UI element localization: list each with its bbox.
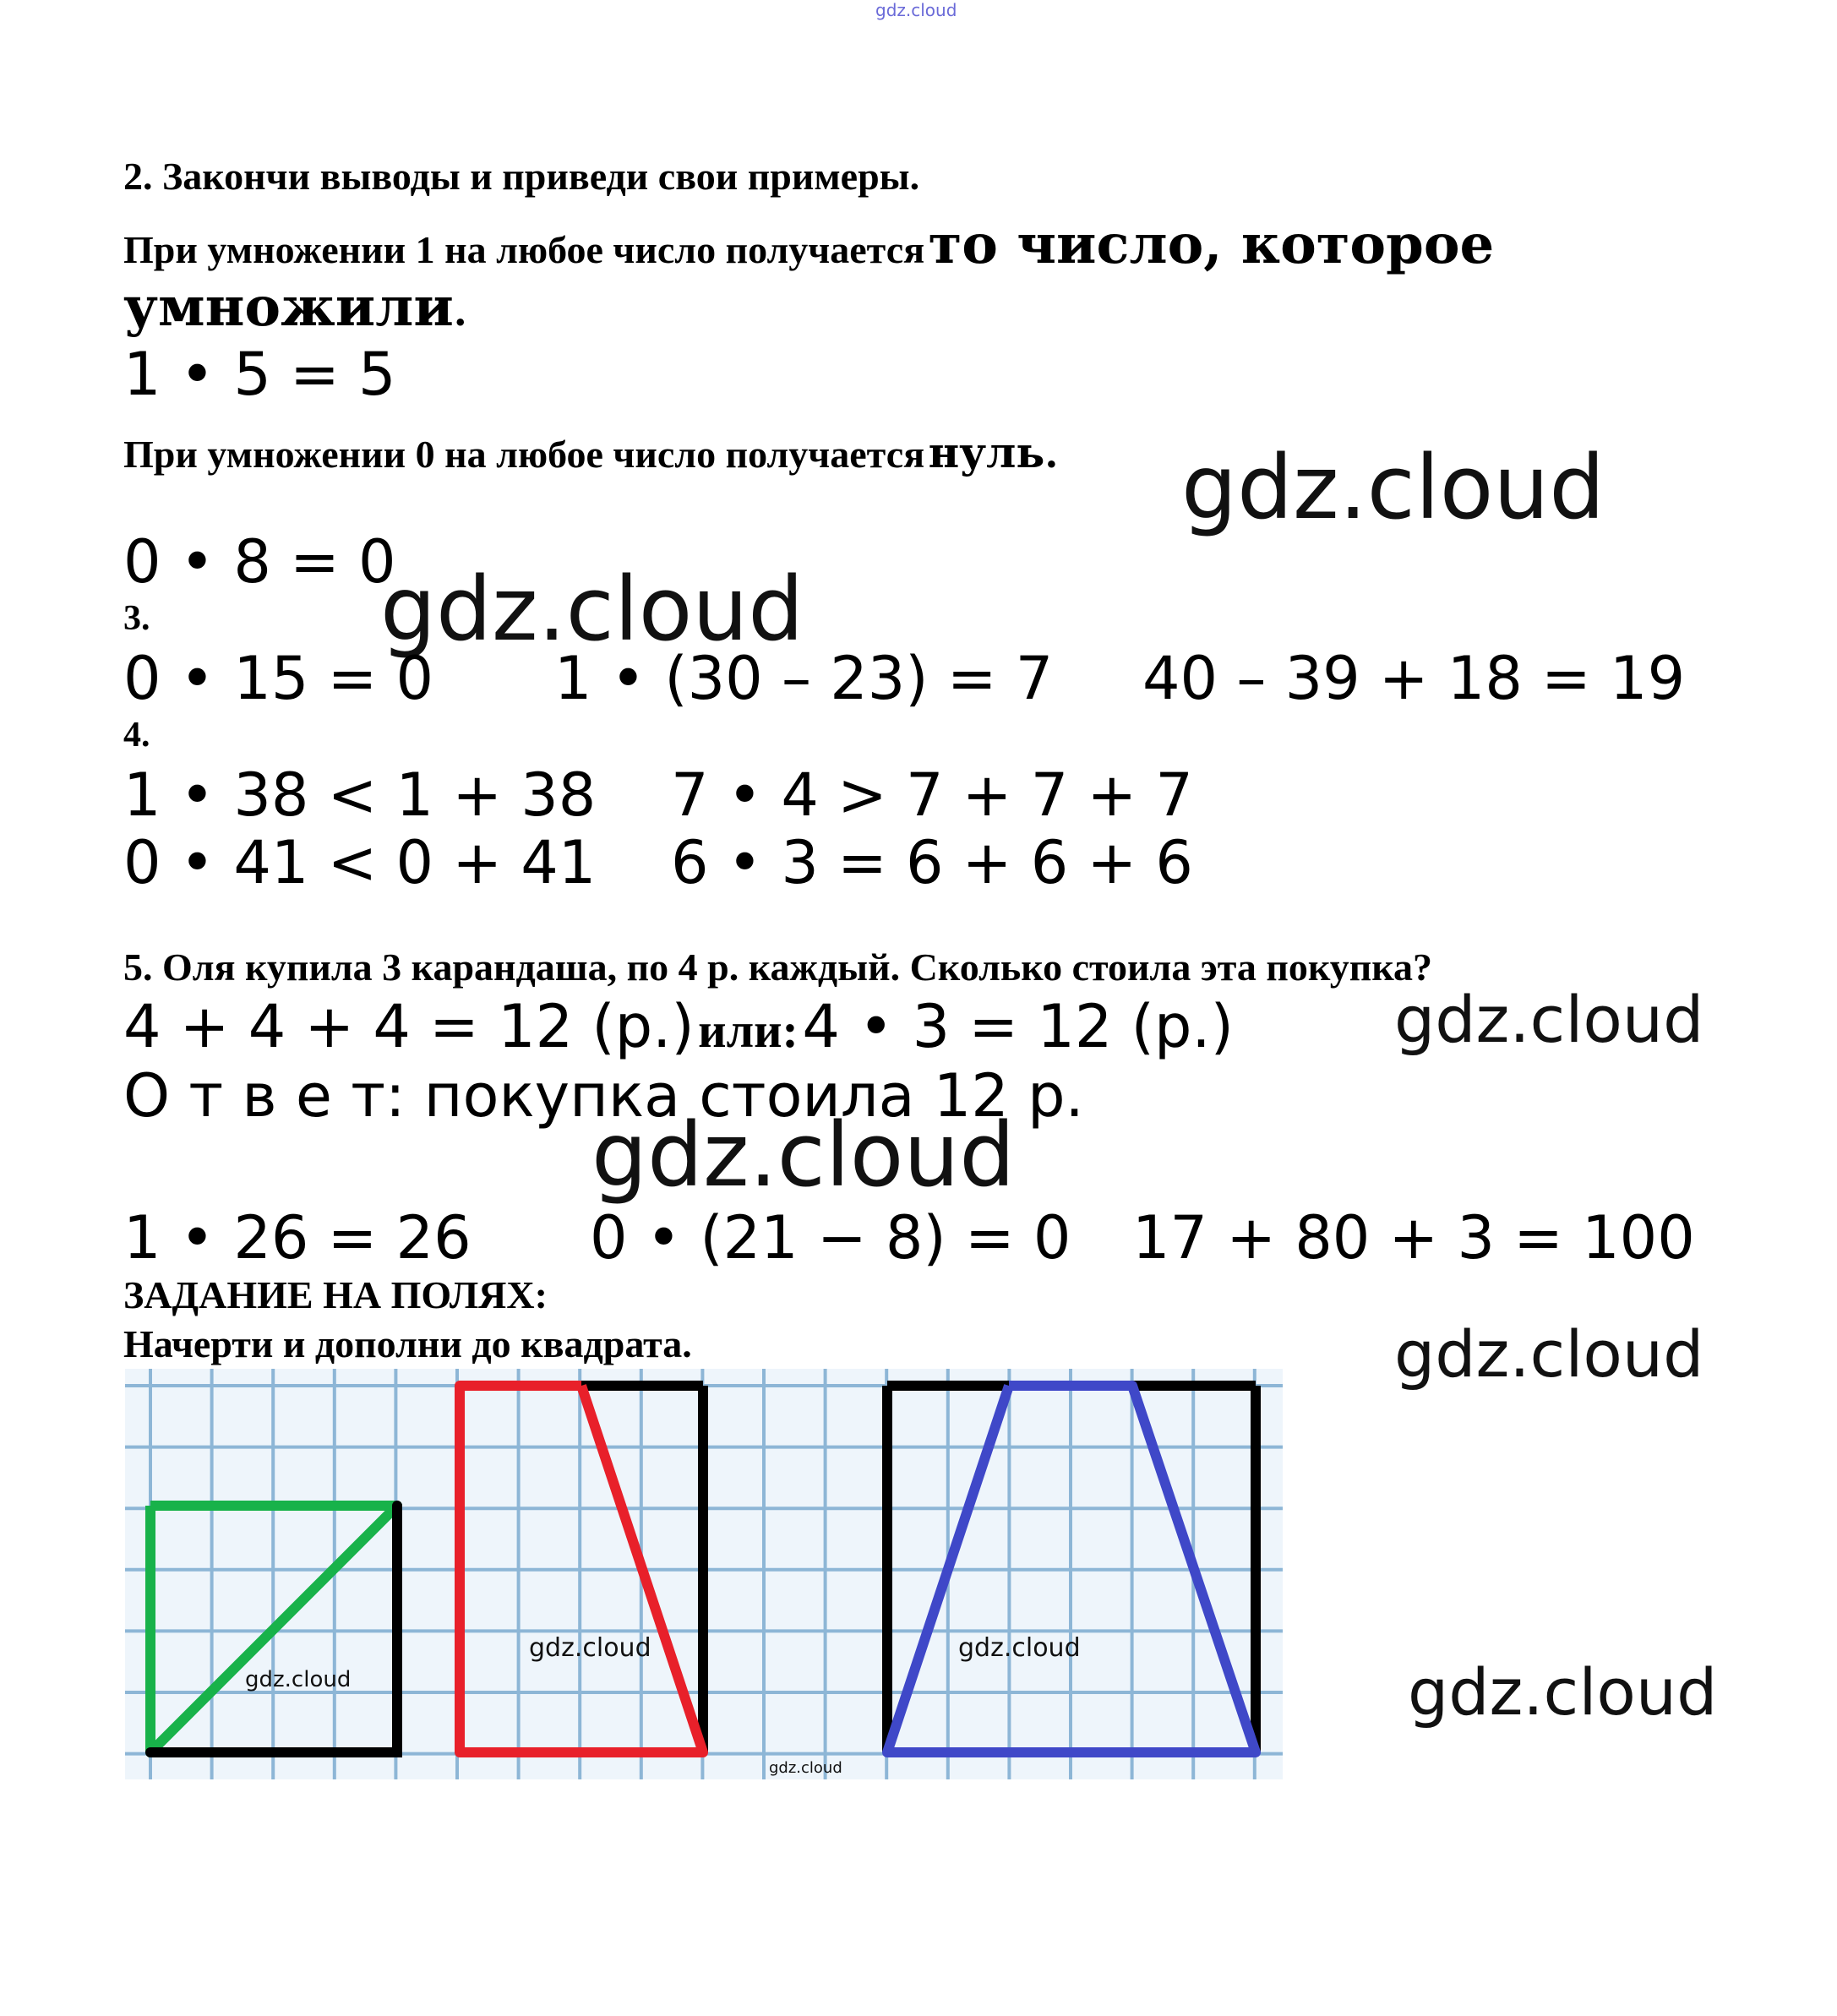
- rule1-dot: .: [453, 289, 467, 335]
- task6-expr3: 17 + 80 + 3 = 100: [1132, 1203, 1695, 1272]
- example-mult-one: 1 • 5 = 5: [123, 340, 396, 409]
- rule1-line: [123, 213, 1494, 276]
- rule1-prefix: При умножении 1 на любое число получается: [123, 228, 925, 271]
- task4-row1-left: 1 • 38 < 1 + 38: [123, 760, 597, 830]
- margin-task-title: ЗАДАНИЕ НА ПОЛЯХ:: [123, 1273, 548, 1316]
- watermark-3: gdz.cloud: [1394, 982, 1704, 1057]
- margin-task-instruction: Начерти и дополни до квадрата.: [123, 1322, 692, 1365]
- top-watermark: gdz.cloud: [875, 0, 957, 20]
- task4-row1-right: 7 • 4 > 7 + 7 + 7: [671, 760, 1193, 830]
- rule1-answer-line2: умножили: [123, 275, 454, 339]
- figure-1-mark: gdz.cloud: [245, 1667, 352, 1692]
- rule1-answer-line1: то число, которое: [928, 213, 1495, 276]
- rule0-dot: .: [1044, 431, 1059, 477]
- task2-title: 2. Закончи выводы и приведи свои примеры.: [123, 155, 920, 198]
- watermark-4: gdz.cloud: [591, 1103, 1016, 1207]
- square-figures-grid: [125, 1369, 1283, 1779]
- task5-solution: [123, 992, 1234, 1061]
- task4-row2-right: 6 • 3 = 6 + 6 + 6: [671, 828, 1193, 897]
- rule0-line: [123, 428, 1058, 477]
- rule0-answer: нуль: [928, 428, 1045, 477]
- watermark-2: gdz.cloud: [380, 558, 804, 661]
- task6-expr1: 1 • 26 = 26: [123, 1203, 472, 1272]
- task3-expr1: 0 • 15 = 0: [123, 644, 434, 713]
- task5-answer: О т в е т: покупка стоила 12 р.: [123, 1061, 1084, 1131]
- task4-row2-left: 0 • 41 < 0 + 41: [123, 828, 597, 897]
- task6-expr2: 0 • (21 − 8) = 0: [590, 1203, 1071, 1272]
- watermark-5: gdz.cloud: [1394, 1316, 1704, 1392]
- task4-number: 4.: [123, 716, 150, 755]
- task3-expr3: 40 – 39 + 18 = 19: [1142, 644, 1686, 713]
- rule1-line2: [123, 275, 467, 339]
- watermark-6: gdz.cloud: [1408, 1654, 1718, 1730]
- task3-expr2: 1 • (30 – 23) = 7: [554, 644, 1054, 713]
- figure-2-mark: gdz.cloud: [529, 1633, 651, 1663]
- rule0-prefix: При умножении 0 на любое число получается: [123, 433, 925, 476]
- figure-2-small-mark: gdz.cloud: [769, 1759, 842, 1777]
- example-mult-zero: 0 • 8 = 0: [123, 527, 396, 597]
- task5-solution-part1: 4 + 4 + 4 = 12 (р.): [123, 992, 695, 1061]
- task3-number: 3.: [123, 599, 150, 638]
- task5-solution-or: или:: [698, 1003, 799, 1058]
- watermark-1: gdz.cloud: [1181, 436, 1605, 539]
- figure-3-mark: gdz.cloud: [958, 1633, 1081, 1663]
- task5-title: 5. Оля купила 3 карандаша, по 4 р. каждый. Сколько стоила эта покупка?: [123, 945, 1433, 989]
- task5-solution-part2: 4 • 3 = 12 (р.): [802, 992, 1234, 1061]
